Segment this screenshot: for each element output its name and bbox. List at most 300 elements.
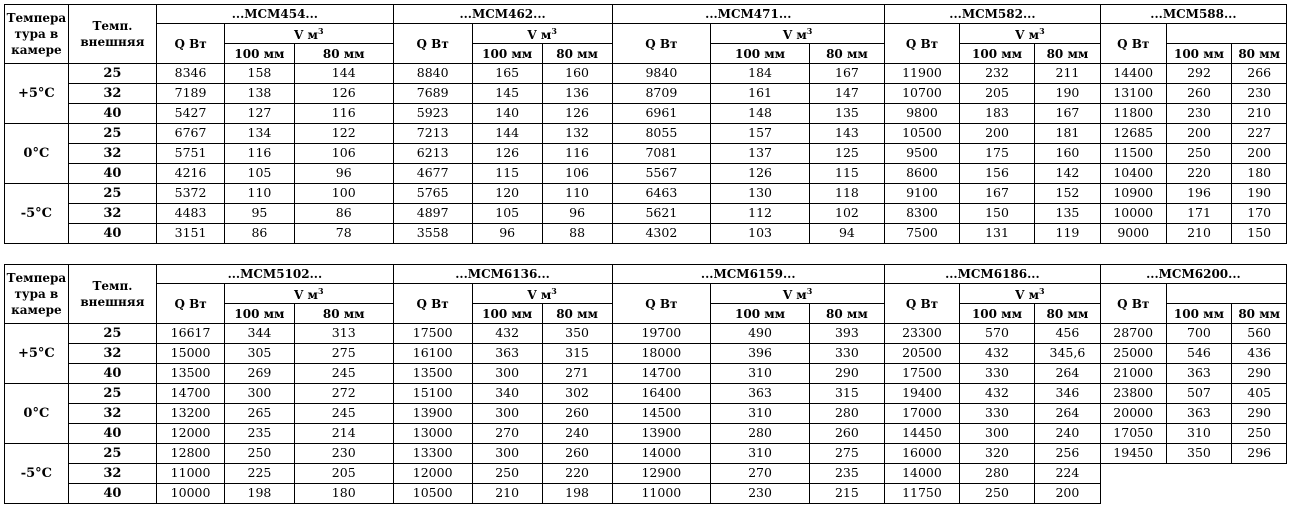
v100-cell: 137	[711, 144, 810, 164]
v80-cell: 256	[1035, 444, 1101, 464]
q-cell: 10400	[1100, 164, 1166, 184]
v100-cell: 330	[959, 364, 1034, 384]
q-cell: 19450	[1100, 444, 1166, 464]
v100-cell: 235	[224, 424, 294, 444]
q-cell: 11000	[612, 484, 711, 504]
v100-cell: 144	[472, 124, 542, 144]
table-row	[5, 64, 1287, 84]
q-cell: 10000	[157, 484, 225, 504]
v100-cell: 507	[1166, 384, 1232, 404]
v100-cell: 105	[224, 164, 294, 184]
header-q: Q Вт	[393, 284, 472, 324]
v100-cell: 148	[711, 104, 810, 124]
header-v-exponent: 3	[317, 285, 324, 296]
v100-cell: 115	[472, 164, 542, 184]
header-model: ...МСМ5102...	[157, 265, 393, 284]
header-model: ...МСМ462...	[393, 5, 612, 24]
q-cell: 9840	[612, 64, 711, 84]
q-cell: 16100	[393, 344, 472, 364]
q-cell: 13500	[393, 364, 472, 384]
outside-temp-cell: 32	[68, 344, 156, 364]
v80-cell: 88	[542, 224, 612, 244]
v100-cell: 432	[472, 324, 542, 344]
header-100mm: 100 мм	[711, 44, 810, 64]
q-cell: 14700	[157, 384, 225, 404]
v80-cell: 150	[1232, 224, 1287, 244]
v100-cell: 270	[472, 424, 542, 444]
q-cell: 8055	[612, 124, 711, 144]
empty-cell	[1100, 464, 1286, 484]
v100-cell: 363	[472, 344, 542, 364]
q-cell: 6213	[393, 144, 472, 164]
v80-cell: 290	[809, 364, 884, 384]
header-model: ...МСМ6159...	[612, 265, 884, 284]
camera-temp-cell: +5°С	[5, 64, 69, 124]
table-row	[5, 404, 1287, 424]
v100-cell: 220	[1166, 164, 1232, 184]
q-cell: 16617	[157, 324, 225, 344]
v100-cell: 116	[224, 144, 294, 164]
header-v-label: V м	[1015, 27, 1040, 42]
q-cell: 10700	[884, 84, 959, 104]
v80-cell: 126	[294, 84, 393, 104]
v100-cell: 86	[224, 224, 294, 244]
q-cell: 5427	[157, 104, 225, 124]
table-row	[5, 84, 1287, 104]
header-model: ...МСМ6136...	[393, 265, 612, 284]
q-cell: 13300	[393, 444, 472, 464]
v100-cell: 183	[960, 104, 1035, 124]
header-100mm: 100 мм	[960, 44, 1035, 64]
q-cell: 10500	[884, 124, 959, 144]
v100-cell: 105	[472, 204, 542, 224]
q-cell: 5923	[393, 104, 472, 124]
header-v-label: V м	[1015, 287, 1040, 302]
outside-temp-cell: 40	[68, 164, 156, 184]
v80-cell: 214	[294, 424, 393, 444]
q-cell: 20500	[884, 344, 959, 364]
q-cell: 6767	[157, 124, 225, 144]
q-cell: 19400	[884, 384, 959, 404]
v100-cell: 344	[224, 324, 294, 344]
header-v-exponent: 3	[317, 25, 324, 36]
v100-cell: 363	[1166, 364, 1232, 384]
v100-cell: 110	[224, 184, 294, 204]
outside-temp-cell: 40	[68, 104, 156, 124]
q-cell: 11800	[1100, 104, 1166, 124]
v80-cell: 230	[294, 444, 393, 464]
v100-cell: 269	[224, 364, 294, 384]
v80-cell: 330	[809, 344, 884, 364]
q-cell: 7689	[393, 84, 472, 104]
v80-cell: 96	[542, 204, 612, 224]
v100-cell: 350	[1166, 444, 1232, 464]
header-v	[1166, 24, 1286, 44]
v100-cell: 310	[1166, 424, 1232, 444]
q-cell: 17500	[393, 324, 472, 344]
v80-cell: 240	[542, 424, 612, 444]
v80-cell: 135	[1035, 204, 1101, 224]
table-row	[5, 484, 1287, 504]
q-cell: 3558	[393, 224, 472, 244]
v100-cell: 196	[1166, 184, 1232, 204]
v80-cell: 313	[294, 324, 393, 344]
v80-cell: 245	[294, 364, 393, 384]
v80-cell: 116	[294, 104, 393, 124]
table-row	[5, 104, 1287, 124]
header-v-label: V м	[782, 287, 807, 302]
table-row	[5, 144, 1287, 164]
v100-cell: 130	[711, 184, 810, 204]
v80-cell: 144	[294, 64, 393, 84]
v80-cell: 230	[1232, 84, 1287, 104]
q-cell: 5751	[157, 144, 225, 164]
v100-cell: 330	[959, 404, 1034, 424]
v100-cell: 198	[224, 484, 294, 504]
v100-cell: 145	[472, 84, 542, 104]
header-model: ...МСМ6186...	[884, 265, 1100, 284]
v80-cell: 136	[542, 84, 612, 104]
outside-temp-cell: 32	[68, 144, 156, 164]
v80-cell: 393	[809, 324, 884, 344]
v100-cell: 126	[711, 164, 810, 184]
v100-cell: 320	[959, 444, 1034, 464]
q-cell: 5621	[612, 204, 711, 224]
v100-cell: 700	[1166, 324, 1232, 344]
v100-cell: 127	[224, 104, 294, 124]
outside-temp-cell: 40	[68, 224, 156, 244]
v100-cell: 546	[1166, 344, 1232, 364]
q-cell: 12000	[157, 424, 225, 444]
table-row	[5, 224, 1287, 244]
v100-cell: 310	[711, 404, 810, 424]
v80-cell: 346	[1035, 384, 1101, 404]
v100-cell: 260	[1166, 84, 1232, 104]
outside-temp-cell: 40	[68, 484, 156, 504]
v80-cell: 264	[1035, 364, 1101, 384]
header-camera-temp: Темпера тура в камере	[5, 265, 69, 324]
q-cell: 8709	[612, 84, 711, 104]
v100-cell: 432	[959, 344, 1034, 364]
v80-cell: 266	[1232, 64, 1287, 84]
q-cell: 7189	[157, 84, 225, 104]
q-cell: 9000	[1100, 224, 1166, 244]
header-model: ...МСМ588...	[1100, 5, 1286, 24]
v80-cell: 106	[542, 164, 612, 184]
q-cell: 20000	[1100, 404, 1166, 424]
v100-cell: 157	[711, 124, 810, 144]
v80-cell: 456	[1035, 324, 1101, 344]
q-cell: 7500	[884, 224, 959, 244]
outside-temp-cell: 25	[68, 384, 156, 404]
v100-cell: 305	[224, 344, 294, 364]
outside-temp-cell: 40	[68, 424, 156, 444]
camera-temp-cell: 0°С	[5, 124, 69, 184]
v80-cell: 78	[294, 224, 393, 244]
v100-cell: 134	[224, 124, 294, 144]
v100-cell: 396	[711, 344, 810, 364]
v80-cell: 290	[1232, 364, 1287, 384]
v80-cell: 302	[542, 384, 612, 404]
outside-temp-cell: 25	[68, 124, 156, 144]
header-100mm: 100 мм	[224, 44, 294, 64]
v80-cell: 100	[294, 184, 393, 204]
header-v-exponent: 3	[551, 285, 557, 296]
v100-cell: 490	[711, 324, 810, 344]
outside-temp-cell: 32	[68, 84, 156, 104]
header-v-label: V м	[294, 27, 318, 42]
table-row	[5, 124, 1287, 144]
v80-cell: 180	[1232, 164, 1287, 184]
empty-cell	[1100, 484, 1286, 504]
header-80mm: 80 мм	[1035, 304, 1101, 324]
v100-cell: 131	[960, 224, 1035, 244]
q-cell: 18000	[612, 344, 711, 364]
camera-temp-cell: -5°С	[5, 184, 69, 244]
header-v	[224, 24, 393, 44]
v80-cell: 205	[294, 464, 393, 484]
q-cell: 9500	[884, 144, 959, 164]
header-q: Q Вт	[884, 24, 959, 64]
q-cell: 10900	[1100, 184, 1166, 204]
v80-cell: 235	[809, 464, 884, 484]
q-cell: 4216	[157, 164, 225, 184]
v100-cell: 96	[472, 224, 542, 244]
v80-cell: 110	[542, 184, 612, 204]
header-80mm: 80 мм	[1035, 44, 1101, 64]
v80-cell: 436	[1232, 344, 1287, 364]
header-v	[472, 24, 612, 44]
header-80mm: 80 мм	[294, 304, 393, 324]
q-cell: 4897	[393, 204, 472, 224]
v80-cell: 272	[294, 384, 393, 404]
v80-cell: 170	[1232, 204, 1287, 224]
v80-cell: 345,6	[1035, 344, 1101, 364]
q-cell: 25000	[1100, 344, 1166, 364]
q-cell: 5372	[157, 184, 225, 204]
v100-cell: 280	[959, 464, 1034, 484]
q-cell: 12685	[1100, 124, 1166, 144]
q-cell: 3151	[157, 224, 225, 244]
v100-cell: 156	[960, 164, 1035, 184]
q-cell: 4677	[393, 164, 472, 184]
q-cell: 14700	[612, 364, 711, 384]
camera-temp-cell: 0°С	[5, 384, 69, 444]
v80-cell: 135	[809, 104, 884, 124]
outside-temp-cell: 25	[68, 324, 156, 344]
v100-cell: 171	[1166, 204, 1232, 224]
v80-cell: 198	[542, 484, 612, 504]
q-cell: 8600	[884, 164, 959, 184]
v100-cell: 250	[959, 484, 1034, 504]
v80-cell: 275	[809, 444, 884, 464]
v100-cell: 250	[224, 444, 294, 464]
header-v-label: V м	[782, 27, 807, 42]
header-q: Q Вт	[157, 24, 225, 64]
v80-cell: 560	[1232, 324, 1287, 344]
v80-cell: 125	[809, 144, 884, 164]
header-100mm: 100 мм	[1166, 304, 1232, 324]
header-80mm: 80 мм	[294, 44, 393, 64]
camera-temp-cell: +5°С	[5, 324, 69, 384]
header-q: Q Вт	[612, 284, 711, 324]
v100-cell: 570	[959, 324, 1034, 344]
v80-cell: 160	[542, 64, 612, 84]
q-cell: 8300	[884, 204, 959, 224]
q-cell: 12800	[157, 444, 225, 464]
header-v	[960, 24, 1101, 44]
v80-cell: 215	[809, 484, 884, 504]
v80-cell: 143	[809, 124, 884, 144]
v100-cell: 167	[960, 184, 1035, 204]
header-v	[224, 284, 393, 304]
v80-cell: 142	[1035, 164, 1101, 184]
v100-cell: 184	[711, 64, 810, 84]
data-table	[4, 264, 1287, 504]
v100-cell: 270	[711, 464, 810, 484]
q-cell: 17500	[884, 364, 959, 384]
v80-cell: 280	[809, 404, 884, 424]
v80-cell: 260	[542, 444, 612, 464]
q-cell: 10500	[393, 484, 472, 504]
header-100mm: 100 мм	[711, 304, 810, 324]
q-cell: 9800	[884, 104, 959, 124]
v80-cell: 210	[1232, 104, 1287, 124]
v80-cell: 190	[1232, 184, 1287, 204]
v80-cell: 227	[1232, 124, 1287, 144]
q-cell: 7213	[393, 124, 472, 144]
v100-cell: 292	[1166, 64, 1232, 84]
table-row	[5, 204, 1287, 224]
v80-cell: 290	[1232, 404, 1287, 424]
header-v-exponent: 3	[1039, 285, 1045, 296]
q-cell: 13500	[157, 364, 225, 384]
header-80mm: 80 мм	[809, 304, 884, 324]
header-100mm: 100 мм	[472, 304, 542, 324]
v100-cell: 232	[960, 64, 1035, 84]
header-v-exponent: 3	[806, 285, 813, 296]
q-cell: 8346	[157, 64, 225, 84]
q-cell: 8840	[393, 64, 472, 84]
v80-cell: 240	[1035, 424, 1101, 444]
header-v-exponent: 3	[806, 25, 813, 36]
data-table	[4, 4, 1287, 244]
v80-cell: 350	[542, 324, 612, 344]
q-cell: 16000	[884, 444, 959, 464]
header-outside-temp: Темп. внешняя	[68, 265, 156, 324]
v100-cell: 126	[472, 144, 542, 164]
q-cell: 14400	[1100, 64, 1166, 84]
q-cell: 13900	[393, 404, 472, 424]
v80-cell: 86	[294, 204, 393, 224]
v80-cell: 160	[1035, 144, 1101, 164]
table-row	[5, 464, 1287, 484]
q-cell: 5567	[612, 164, 711, 184]
outside-temp-cell: 32	[68, 464, 156, 484]
v100-cell: 165	[472, 64, 542, 84]
v80-cell: 405	[1232, 384, 1287, 404]
v100-cell: 300	[472, 404, 542, 424]
header-v-label: V м	[527, 27, 552, 42]
v80-cell: 200	[1232, 144, 1287, 164]
v100-cell: 112	[711, 204, 810, 224]
table-row	[5, 364, 1287, 384]
header-80mm: 80 мм	[542, 304, 612, 324]
v100-cell: 432	[959, 384, 1034, 404]
v80-cell: 190	[1035, 84, 1101, 104]
header-100mm: 100 мм	[959, 304, 1034, 324]
q-cell: 12000	[393, 464, 472, 484]
header-model: ...МСМ6200...	[1100, 265, 1286, 284]
header-v-exponent: 3	[1039, 25, 1045, 36]
header-model: ...МСМ582...	[884, 5, 1100, 24]
header-100mm: 100 мм	[224, 304, 294, 324]
v80-cell: 260	[542, 404, 612, 424]
v100-cell: 200	[1166, 124, 1232, 144]
q-cell: 4483	[157, 204, 225, 224]
v80-cell: 122	[294, 124, 393, 144]
header-v	[711, 24, 885, 44]
q-cell: 15100	[393, 384, 472, 404]
q-cell: 11900	[884, 64, 959, 84]
q-cell: 12900	[612, 464, 711, 484]
v100-cell: 363	[711, 384, 810, 404]
v100-cell: 250	[472, 464, 542, 484]
capacity-table-2	[4, 264, 1287, 504]
v80-cell: 167	[1035, 104, 1101, 124]
header-v	[472, 284, 612, 304]
q-cell: 13100	[1100, 84, 1166, 104]
v80-cell: 102	[809, 204, 884, 224]
header-model: ...МСМ471...	[612, 5, 884, 24]
v80-cell: 200	[1035, 484, 1101, 504]
q-cell: 23300	[884, 324, 959, 344]
q-cell: 13000	[393, 424, 472, 444]
v100-cell: 210	[1166, 224, 1232, 244]
v100-cell: 310	[711, 444, 810, 464]
v80-cell: 147	[809, 84, 884, 104]
q-cell: 11000	[157, 464, 225, 484]
v80-cell: 118	[809, 184, 884, 204]
v80-cell: 116	[542, 144, 612, 164]
header-v	[1166, 284, 1286, 304]
v100-cell: 120	[472, 184, 542, 204]
header-q: Q Вт	[393, 24, 472, 64]
v80-cell: 94	[809, 224, 884, 244]
v100-cell: 300	[472, 444, 542, 464]
header-q: Q Вт	[1100, 24, 1166, 64]
v80-cell: 315	[809, 384, 884, 404]
header-80mm: 80 мм	[1232, 44, 1287, 64]
outside-temp-cell: 32	[68, 404, 156, 424]
table-row	[5, 164, 1287, 184]
v100-cell: 161	[711, 84, 810, 104]
v100-cell: 300	[959, 424, 1034, 444]
v100-cell: 158	[224, 64, 294, 84]
q-cell: 7081	[612, 144, 711, 164]
v100-cell: 340	[472, 384, 542, 404]
v80-cell: 119	[1035, 224, 1101, 244]
v100-cell: 300	[472, 364, 542, 384]
v80-cell: 106	[294, 144, 393, 164]
outside-temp-cell: 25	[68, 184, 156, 204]
q-cell: 19700	[612, 324, 711, 344]
header-q: Q Вт	[1100, 284, 1166, 324]
q-cell: 10000	[1100, 204, 1166, 224]
outside-temp-cell: 25	[68, 444, 156, 464]
q-cell: 17050	[1100, 424, 1166, 444]
header-80mm: 80 мм	[809, 44, 884, 64]
